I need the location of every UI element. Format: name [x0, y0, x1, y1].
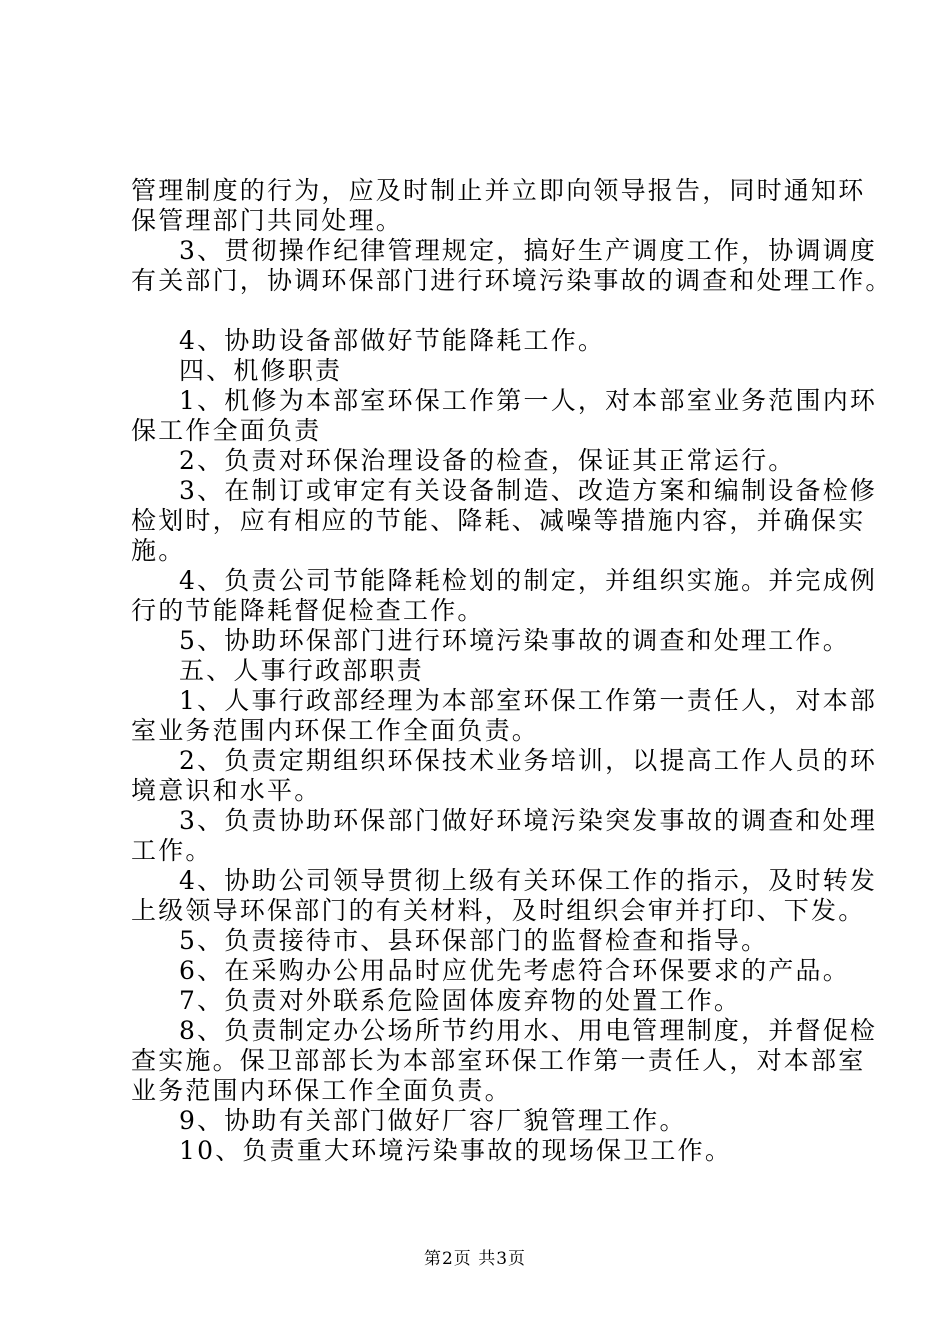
- text-line: 上级领导环保部门的有关材料，及时组织会审并打印、下发。: [131, 896, 866, 925]
- text-line: 管理制度的行为，应及时制止并立即向领导报告，同时通知环: [131, 176, 866, 205]
- text-line: 2、负责定期组织环保技术业务培训，以提高工作人员的环: [179, 746, 878, 775]
- text-line: 7、负责对外联系危险固体废弃物的处置工作。: [179, 986, 742, 1015]
- text-line: 1、人事行政部经理为本部室环保工作第一责任人，对本部: [179, 686, 878, 715]
- text-line: 五、人事行政部职责: [179, 656, 424, 685]
- text-line: 1、机修为本部室环保工作第一人，对本部室业务范围内环: [179, 386, 878, 415]
- text-line: 9、协助有关部门做好厂容厂貌管理工作。: [179, 1106, 687, 1135]
- text-line: 3、负责协助环保部门做好环境污染突发事故的调查和处理: [179, 806, 878, 835]
- text-line: 查实施。保卫部部长为本部室环保工作第一责任人，对本部室: [131, 1046, 866, 1075]
- text-line: 境意识和水平。: [131, 776, 322, 805]
- text-line: 4、协助公司领导贯彻上级有关环保工作的指示，及时转发: [179, 866, 878, 895]
- text-line: 工作。: [131, 836, 213, 865]
- text-line: 3、在制订或审定有关设备制造、改造方案和编制设备检修: [179, 476, 878, 505]
- text-line: 5、负责接待市、县环保部门的监督检查和指导。: [179, 926, 769, 955]
- text-line: 6、在采购办公用品时应优先考虑符合环保要求的产品。: [179, 956, 850, 985]
- text-line: 施。: [131, 536, 186, 565]
- text-line: 有关部门，协调环保部门进行环境污染事故的调查和处理工作。: [131, 266, 893, 295]
- text-line: 四、机修职责: [179, 356, 343, 385]
- text-line: 行的节能降耗督促检查工作。: [131, 596, 485, 625]
- text-line: 检划时，应有相应的节能、降耗、减噪等措施内容，并确保实: [131, 506, 866, 535]
- text-line: 2、负责对环保治理设备的检查，保证其正常运行。: [179, 446, 796, 475]
- blank-line: [131, 296, 861, 326]
- text-line: 保工作全面负责: [131, 416, 322, 445]
- text-line: 室业务范围内环保工作全面负责。: [131, 716, 540, 745]
- text-line: 10、负责重大环境污染事故的现场保卫工作。: [179, 1136, 733, 1165]
- text-line: 业务范围内环保工作全面负责。: [131, 1076, 512, 1105]
- page-footer: 第2页 共3页: [423, 1249, 527, 1269]
- text-line: 3、贯彻操作纪律管理规定，搞好生产调度工作，协调调度: [179, 236, 878, 265]
- text-line: 8、负责制定办公场所节约用水、用电管理制度，并督促检: [179, 1016, 878, 1045]
- text-line: 保管理部门共同处理。: [131, 206, 404, 235]
- document-body: [131, 176, 893, 1166]
- text-line: 4、协助设备部做好节能降耗工作。: [179, 326, 606, 355]
- text-line: 5、协助环保部门进行环境污染事故的调查和处理工作。: [179, 626, 850, 655]
- text-line: 4、负责公司节能降耗检划的制定，并组织实施。并完成例: [179, 566, 878, 595]
